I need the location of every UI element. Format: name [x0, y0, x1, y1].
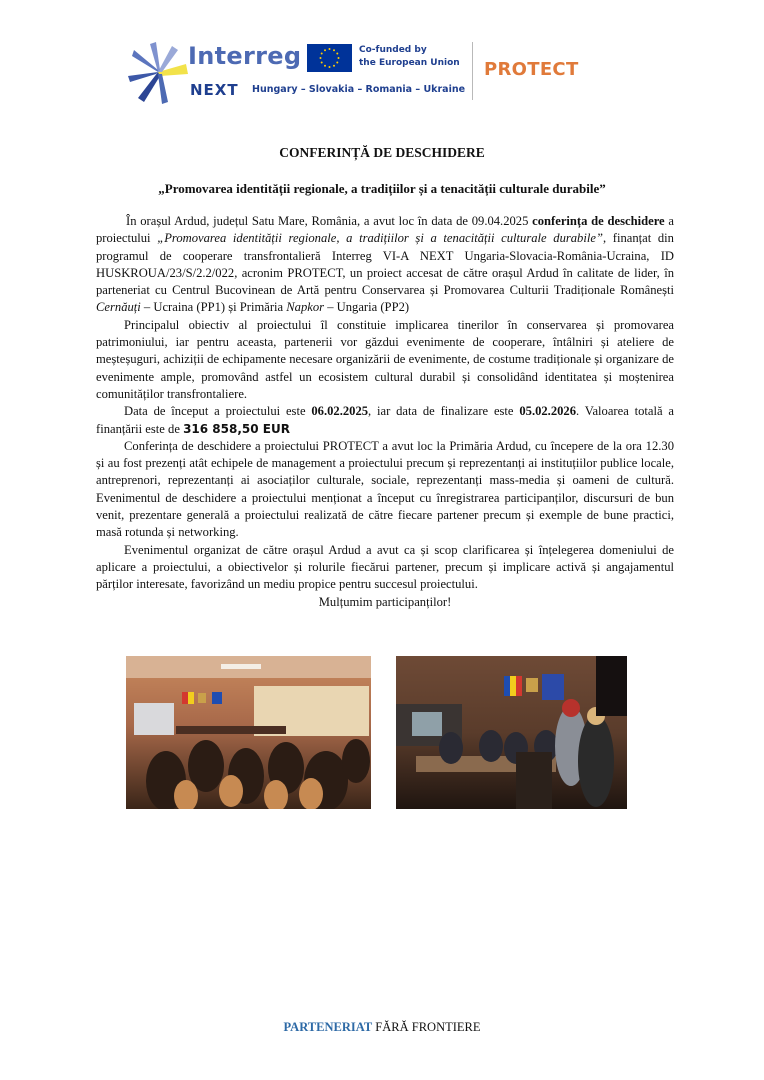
text-run: – Ungaria (PP2) [324, 300, 410, 315]
text-run-bold: conferința de deschidere [532, 214, 665, 228]
start-date: 06.02.2025 [311, 404, 369, 419]
text-run: , finanțat din programul de cooperare transfrontalieră Interreg VI-A NEXT Ungaria-Slovacia-România-Ucraina, ID HUSKROUA/23/S/2.2/022, acronim PROTECT, un proiect accesat de către orașul Ardud în calitate de lider, în parteneriat cu Centrul Bucovinean de Artă pentru Conservarea și Promovarea Culturii Tradiționale Românești [96, 231, 674, 298]
text-run: – Ucraina (PP1) și Primăria [140, 300, 287, 315]
text-run: În orașul Ardud, județul Satu Mare, România, a avut loc în data de 09.04.2025 [126, 214, 533, 228]
document-subtitle: „Promovarea identității regionale, a tradițiilor și a tenacității culturale durabile” [158, 181, 606, 196]
thanks-line: Mulțumim participanților! [318, 594, 452, 609]
text-run: a proiectului [96, 214, 675, 246]
paragraph-intro [96, 213, 674, 317]
eu-cofunded-text [359, 44, 460, 70]
funding-amount: 316 858,50 EUR [183, 421, 290, 436]
document-body [96, 213, 674, 611]
project-title-italic: „Promovarea identității regionale, a tradițiilor și a tenacității culturale durabile” [157, 231, 603, 246]
end-date: 05.02.2026 [519, 404, 577, 419]
footer-slogan [0, 1020, 764, 1035]
footer-rest: FĂRĂ FRONTIERE [372, 1020, 481, 1034]
text-run: , iar data de finalizare este [368, 404, 520, 419]
text-run-italic: Cernăuți [96, 300, 141, 315]
paragraph-objective: Principalul obiectiv al proiectului îl constituie implicarea tinerilor în conservarea și promovarea patrimoniului, iar pentru aceasta, partenerii vor găzdui evenimente de cooperare, întâlniri și ateliere de meșteșuguri, achiziții de echipamente necesare organizării de evenimente, de costume tradiționale și organizare de evenimente ample, promovând astfel un ecosistem cultural durabil și consolidând identitatea și moștenirea comunităților transfrontaliere. [96, 317, 674, 401]
footer-highlight: PARTENERIAT [283, 1020, 373, 1034]
eu-text-line1: Co-funded by [359, 45, 427, 55]
header-divider [472, 42, 473, 100]
document-title: CONFERINȚĂ DE DESCHIDERE [279, 145, 485, 160]
eu-text-line2: the European Union [359, 58, 460, 68]
speakers-panel-photo [396, 656, 627, 809]
paragraph-dates [96, 403, 674, 438]
text-run: . Valoarea totală a finanțării este de [96, 404, 674, 436]
interreg-star-logo-icon [128, 42, 188, 104]
protect-logo: PROTECT [484, 59, 579, 80]
paragraph-conference: Conferința de deschidere a proiectului PROTECT a avut loc la Primăria Ardud, cu începere de la ora 12.30 și au fost prezenți atât echipele de management a proiectului precum și reprezentanți ai instituțiilor publice locale, antreprenori, reprezentanți ai asociaților culturale, sociale, reprezentanți mass-media și oameni de cultură. Evenimentul de deschidere a proiectului menționat a început cu înregistrarea participanților, discursuri de bun venit, prezentare generală a proiectului realizată de către fiecare partener precum și exemple de bune practici, masă rotunda și networking. [96, 438, 674, 540]
next-wordmark: NEXT [190, 81, 239, 99]
conference-audience-photo [126, 656, 371, 809]
eu-flag-icon [307, 44, 352, 72]
text-run-italic: Napkor [286, 300, 325, 315]
text-run: Data de început a proiectului este [124, 404, 312, 419]
program-countries: Hungary – Slovakia – Romania – Ukraine [252, 84, 466, 95]
paragraph-purpose: Evenimentul organizat de către orașul Ardud a avut ca și scop clarificarea și înțelegerea domeniului de aplicare a proiectului, a obiectivelor și rolurile fiecărui partener, precum și implicare activă și angajamentul părților interesate, favorizând un mediu propice pentru succesul proiectului. [96, 542, 674, 592]
interreg-wordmark: Interreg [188, 42, 302, 70]
header-logos [124, 36, 644, 108]
